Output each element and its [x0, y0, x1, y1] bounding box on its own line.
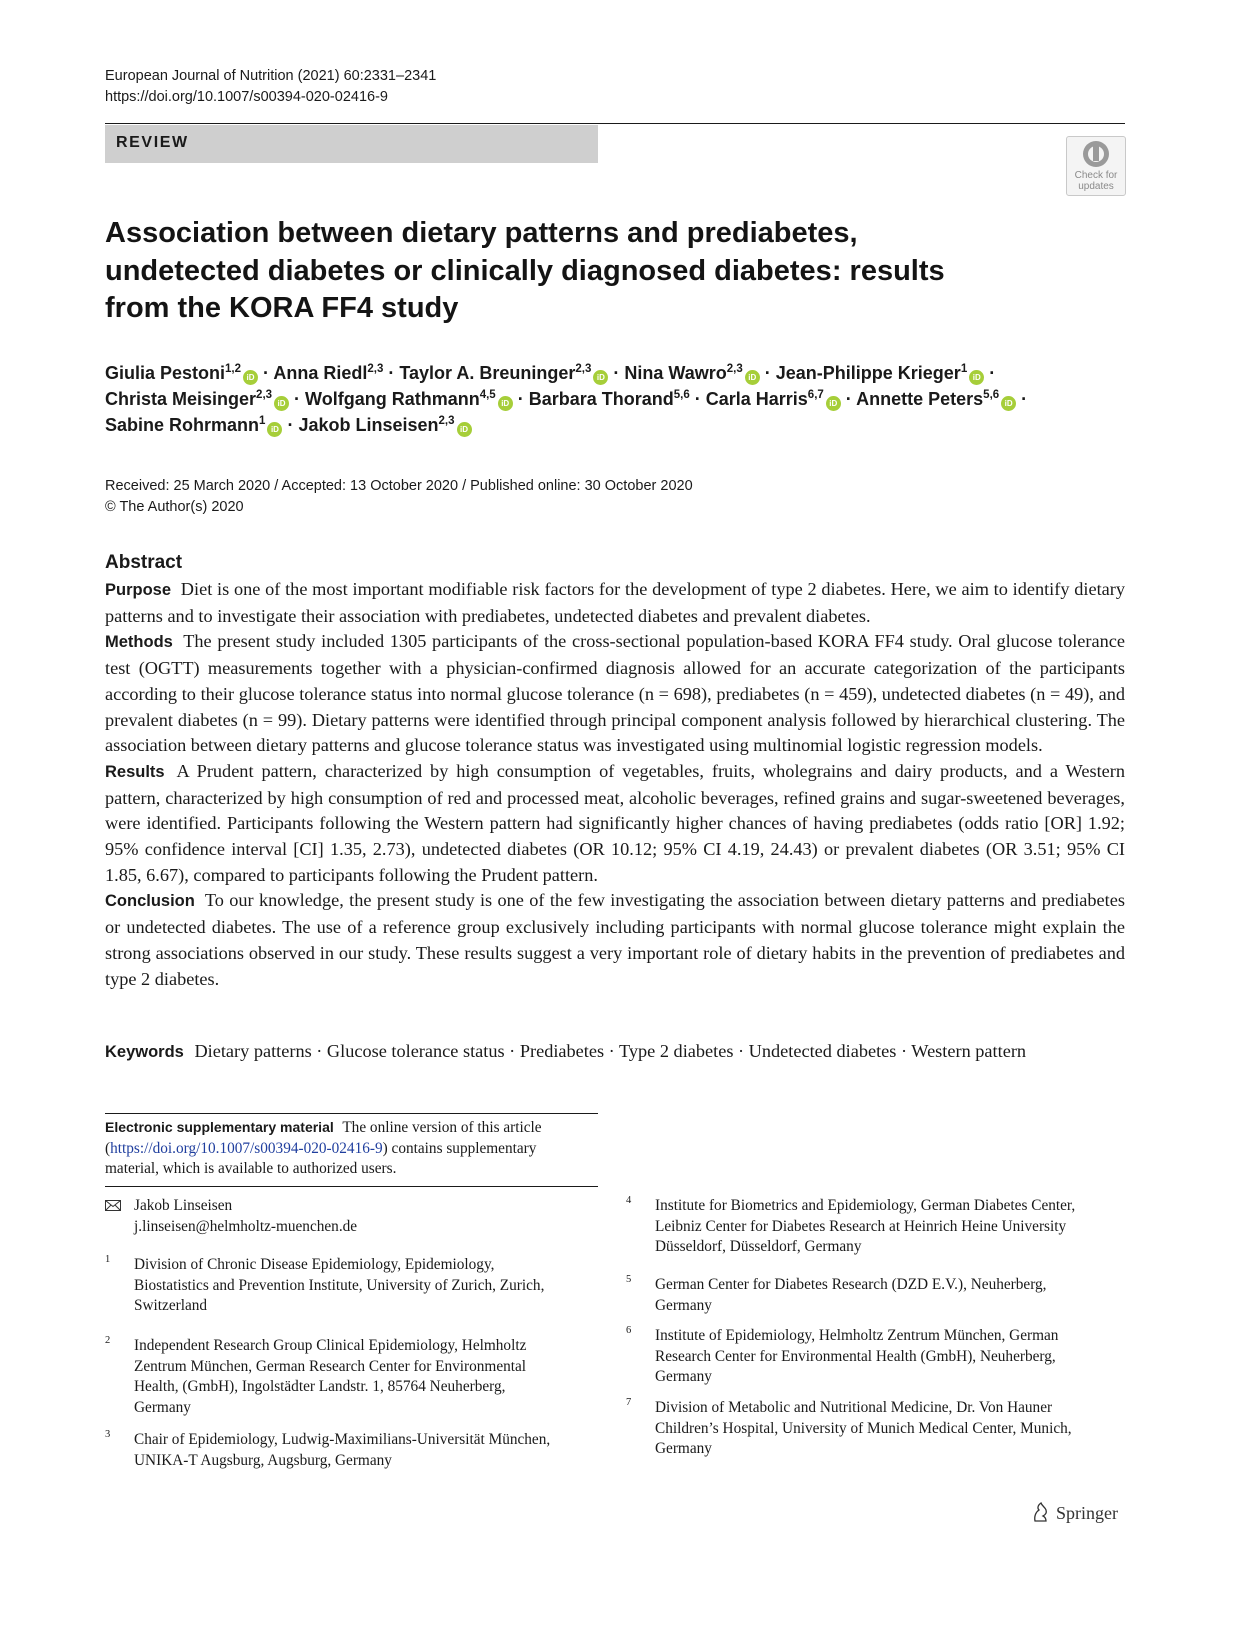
results-label: Results [105, 762, 165, 781]
check-for-updates-badge[interactable] [1066, 136, 1126, 196]
author[interactable] [624, 363, 759, 383]
orcid-icon[interactable]: iD [826, 396, 841, 411]
affiliation-number: 1 [105, 1254, 111, 1265]
esm-top-rule [105, 1113, 598, 1114]
orcid-icon[interactable]: iD [243, 370, 258, 385]
affiliation-text: Institute for Biometrics and Epidemiology, German Diabetes Center, Leibniz Center for Diabetes Research at Heinrich Heine University Düsseldorf, Düsseldorf, Germany [655, 1197, 1076, 1255]
received-accepted-published: Received: 25 March 2020 / Accepted: 13 October 2020 / Published online: 30 October 2020 [105, 478, 693, 494]
esm-link[interactable]: https://doi.org/10.1007/s00394-020-02416-9 [110, 1139, 383, 1157]
author[interactable] [105, 415, 282, 435]
author[interactable] [105, 389, 289, 409]
author-separator: · [840, 389, 857, 409]
affiliation-number: 5 [626, 1274, 632, 1285]
affiliation-text: Division of Metabolic and Nutritional Medicine, Dr. Von Hauner Children’s Hospital, University of Munich Medical Center, Munich, Germany [655, 1399, 1072, 1457]
author[interactable] [305, 389, 513, 409]
orcid-icon[interactable]: iD [457, 422, 472, 437]
author-affiliation-marker: 2,3 [726, 363, 743, 375]
author[interactable] [529, 389, 690, 409]
author-name: Annette Peters [856, 389, 984, 409]
purpose-label: Purpose [105, 581, 172, 599]
affiliation-number: 2 [105, 1335, 111, 1346]
author-affiliation-marker: 2,3 [438, 415, 455, 427]
check-updates-line2: updates [1078, 181, 1114, 192]
affiliation-text: Institute of Epidemiology, Helmholtz Zentrum München, German Research Center for Environmental Health (GmbH), Neuherberg, Germany [655, 1327, 1059, 1385]
author-name: Christa Meisinger [105, 389, 257, 409]
author-affiliation-marker: 1 [259, 415, 266, 427]
methods-label: Methods [105, 633, 173, 652]
author-separator: · [289, 389, 306, 409]
keywords-text: Dietary patterns · Glucose tolerance status · Prediabetes · Type 2 diabetes · Undetected diabetes · Western pattern [194, 1041, 1027, 1061]
author-separator: · [282, 415, 299, 435]
copyright: © The Author(s) 2020 [105, 499, 244, 515]
journal-citation: European Journal of Nutrition (2021) 60:2331–2341 [105, 68, 437, 84]
check-updates-line1: Check for [1074, 170, 1118, 181]
affiliation-number: 3 [105, 1429, 111, 1440]
author-name: Jakob Linseisen [298, 415, 439, 435]
publisher-logo [1031, 1501, 1118, 1524]
author-separator: · [689, 389, 706, 409]
abstract-methods [105, 629, 1125, 759]
conclusion-label: Conclusion [105, 892, 195, 911]
orcid-icon[interactable]: iD [267, 422, 282, 437]
conclusion-text: To our knowledge, the present study is one of the few investigating the association between dietary patterns and prediabetes or undetected diabetes. The use of a reference group exclusively including participants with normal glucose tolerance might explain the strong associations observed in our study. These results suggest a very important role of dietary habits in the prevention of prediabetes and type 2 diabetes. [105, 890, 1125, 989]
abstract-purpose [105, 577, 1125, 629]
author[interactable] [706, 389, 841, 409]
author-list [105, 360, 1135, 438]
purpose-text: Diet is one of the most important modifiable risk factors for the development of type 2 diabetes. Here, we aim to identify dietary patterns and to investigate their association with prediabetes, undetected diabetes and prevalent diabetes. [105, 579, 1126, 626]
author-separator: · [512, 389, 529, 409]
author[interactable] [298, 415, 471, 435]
author-name: Jean-Philippe Krieger [775, 363, 961, 383]
orcid-icon[interactable]: iD [1001, 396, 1016, 411]
author-affiliation-marker: 1 [960, 363, 968, 375]
author[interactable] [273, 363, 383, 383]
envelope-icon [105, 1200, 121, 1211]
author[interactable] [399, 363, 608, 383]
author-separator: · [984, 363, 996, 383]
author-separator: · [759, 363, 776, 383]
affiliation-text: Division of Chronic Disease Epidemiology, Epidemiology, Biostatistics and Prevention Institute, University of Zurich, Zurich, Switzerland [134, 1256, 545, 1314]
esm-bottom-rule [105, 1186, 598, 1187]
supplementary-material-note [105, 1117, 575, 1180]
keywords [105, 1039, 1115, 1066]
affiliation-text: German Center for Diabetes Research (DZD E.V.), Neuherberg, Germany [655, 1276, 1047, 1314]
orcid-icon[interactable]: iD [274, 396, 289, 411]
methods-text: The present study included 1305 participants of the cross-sectional population-based KORA FF4 study. Oral glucose tolerance test (OGTT) measurements together with a physician-confirmed diagnosis allowed for an accurate categorization of the participants according to their glucose tolerance status into normal glucose tolerance (n = 698), prediabetes (n = 459), undetected diabetes (n = 49), and prevalent diabetes (n = 99). Dietary patterns were identified through principal component analysis followed by hierarchical clustering. The association between dietary patterns and glucose tolerance status was investigated using multinomial logistic regression models. [105, 631, 1125, 756]
author-line [105, 412, 1135, 438]
author-affiliation-marker: 1,2 [225, 363, 242, 375]
springer-horse-icon [1031, 1501, 1051, 1523]
affiliation-text: Chair of Epidemiology, Ludwig-Maximilians-Universität München, UNIKA-T Augsburg, Augsburg, Germany [134, 1431, 551, 1469]
author-name: Anna Riedl [273, 363, 368, 383]
author-affiliation-marker: 2,3 [575, 363, 592, 375]
journal-doi[interactable]: https://doi.org/10.1007/s00394-020-02416-9 [105, 89, 388, 105]
author-name: Wolfgang Rathmann [305, 389, 480, 409]
author-separator: · [383, 363, 400, 383]
orcid-icon[interactable]: iD [969, 370, 984, 385]
author-separator: · [608, 363, 625, 383]
author-line [105, 386, 1135, 412]
orcid-icon[interactable]: iD [745, 370, 760, 385]
abstract-results [105, 759, 1125, 889]
author-affiliation-marker: 2,3 [256, 389, 273, 401]
author-name: Nina Wawro [624, 363, 727, 383]
author[interactable] [776, 363, 984, 383]
orcid-icon[interactable]: iD [593, 370, 608, 385]
corresponding-email[interactable]: j.linseisen@helmholtz-muenchen.de [134, 1217, 358, 1235]
author-affiliation-marker: 4,5 [479, 389, 496, 401]
esm-text-after: ) contains supplementary material, which is available to authorized users. [105, 1139, 537, 1177]
author-name: Taylor A. Breuninger [399, 363, 576, 383]
article-type-label: REVIEW [116, 134, 189, 151]
esm-text-before: The online version of this article ( [105, 1119, 542, 1157]
esm-label: Electronic supplementary material [105, 1119, 334, 1135]
author-affiliation-marker: 2,3 [367, 363, 384, 375]
author-separator: · [1016, 389, 1028, 409]
keywords-label: Keywords [105, 1043, 184, 1061]
author[interactable] [105, 363, 258, 383]
author-affiliation-marker: 5,6 [983, 389, 1000, 401]
publication-dates [105, 476, 693, 518]
author-name: Carla Harris [705, 389, 808, 409]
affiliation-text: Independent Research Group Clinical Epidemiology, Helmholtz Zentrum München, German Research Center for Environmental Health, (GmbH), Ingolstädter Landstr. 1, 85764 Neuherberg, Germany [134, 1337, 527, 1416]
affiliation-number: 7 [626, 1397, 632, 1408]
author-affiliation-marker: 5,6 [673, 389, 690, 401]
author-name: Barbara Thorand [528, 389, 674, 409]
publisher-name: Springer [1056, 1503, 1118, 1523]
author[interactable] [856, 389, 1016, 409]
affiliation-number: 6 [626, 1325, 632, 1336]
corresponding-name: Jakob Linseisen [134, 1197, 233, 1214]
abstract-conclusion [105, 888, 1125, 992]
orcid-icon[interactable]: iD [498, 396, 513, 411]
header-rule [105, 123, 1125, 124]
author-affiliation-marker: 6,7 [807, 389, 824, 401]
check-updates-icon [1082, 140, 1110, 168]
results-text: A Prudent pattern, characterized by high consumption of vegetables, fruits, wholegrains and dairy products, and a Western pattern, characterized by high consumption of red and processed meat, alcoholic beverages, refined grains and sugar-sweetened beverages, were identified. Participants following the Western pattern had significantly higher chances of having prediabetes (odds ratio [OR] 1.92; 95% confidence interval [CI] 1.35, 2.73), undetected diabetes (OR 10.12; 95% CI 4.19, 24.43) or prevalent diabetes (OR 3.51; 95% CI 1.85, 6.67), compared to participants following the Prudent pattern. [105, 760, 1125, 885]
author-line [105, 360, 1135, 386]
article-title: Association between dietary patterns and prediabetes, undetected diabetes or clinically diagnosed diabetes: results from the KORA FF4 study [105, 217, 945, 324]
author-name: Giulia Pestoni [105, 363, 226, 383]
author-separator: · [258, 363, 274, 383]
abstract-body [105, 577, 1125, 992]
affiliation-number: 4 [626, 1195, 632, 1206]
journal-header [105, 66, 436, 108]
author-name: Sabine Rohrmann [105, 415, 260, 435]
abstract-heading: Abstract [105, 552, 183, 573]
corresponding-author [105, 1196, 575, 1237]
